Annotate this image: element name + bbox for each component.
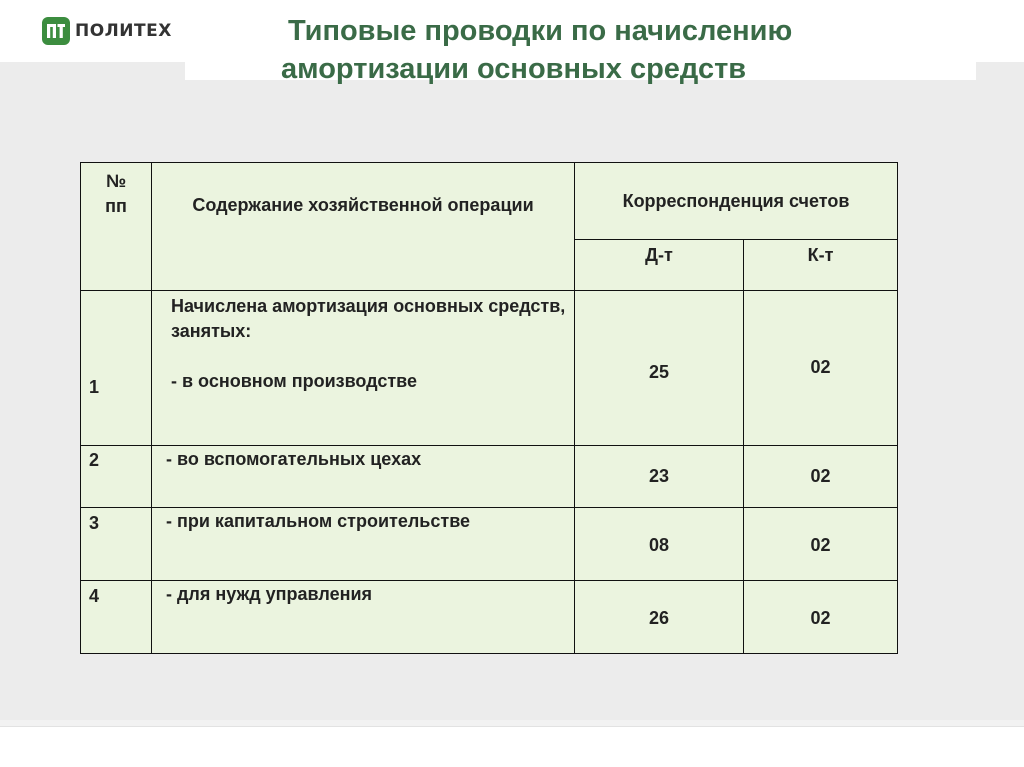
table-header-row (81, 163, 898, 240)
title-line-2: амортизации основных средств (281, 53, 747, 85)
row-1-num: 1 (81, 291, 152, 446)
row-1-credit: 02 (744, 291, 898, 446)
row-2-debit: 23 (575, 446, 744, 508)
row-1-description (152, 291, 575, 446)
table-row (81, 291, 898, 446)
header-num (81, 163, 152, 291)
header-debit: Д-т (575, 240, 744, 291)
politeh-logo-icon (42, 17, 70, 45)
row-3-num: 3 (81, 508, 152, 581)
header-num-line-2: пп (105, 196, 127, 216)
row-4-num: 4 (81, 581, 152, 654)
header-description: Содержание хозяйственной операции (152, 163, 575, 291)
row-1-text: - в основном производстве (171, 371, 418, 391)
brand-logo (42, 16, 172, 46)
row-1-debit: 25 (575, 291, 744, 446)
page-title (185, 12, 976, 88)
header-credit: К-т (744, 240, 898, 291)
table-row (81, 446, 898, 508)
row-1-intro: Начислена амортизация основных средств, занятых: (171, 296, 566, 341)
header-num-line-1: № (105, 171, 127, 191)
table-row (81, 508, 898, 581)
row-3-debit: 08 (575, 508, 744, 581)
row-2-description: - во вспомогательных цехах (152, 446, 575, 508)
row-2-num: 2 (81, 446, 152, 508)
footer-divider (0, 726, 1024, 727)
row-3-description: - при капитальном строительстве (152, 508, 575, 581)
row-4-debit: 26 (575, 581, 744, 654)
row-4-credit: 02 (744, 581, 898, 654)
row-3-credit: 02 (744, 508, 898, 581)
header-correspondence: Корреспонденция счетов (575, 163, 898, 240)
logo-text: ПОЛИТЕХ (75, 21, 172, 41)
title-line-1: Типовые проводки по начислению (288, 15, 793, 47)
row-4-description: - для нужд управления (152, 581, 575, 654)
table-row (81, 581, 898, 654)
row-2-credit: 02 (744, 446, 898, 508)
postings-table (80, 162, 898, 654)
